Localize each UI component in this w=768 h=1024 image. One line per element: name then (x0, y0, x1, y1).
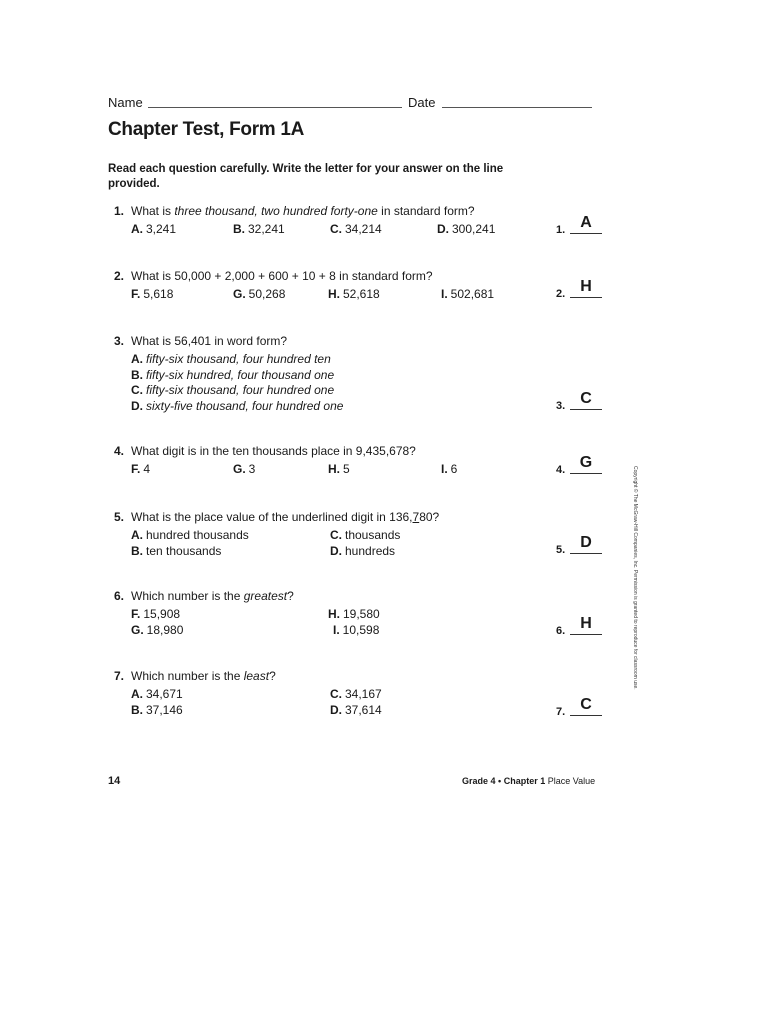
answer-line-7[interactable]: 7. C (556, 694, 616, 718)
name-label: Name (108, 95, 143, 110)
question-number: 5. (114, 510, 125, 524)
choice-f: F. 4 (131, 462, 151, 476)
answer-letter: C (580, 390, 592, 407)
question-number: 2. (114, 269, 125, 283)
choice-d: D. hundreds (330, 544, 396, 558)
choice-h: H. 52,618 (328, 287, 380, 301)
question-number: 7. (114, 669, 125, 683)
question-1 (114, 204, 614, 238)
name-line (148, 107, 402, 108)
choice-f: F. 5,618 (131, 287, 174, 301)
answer-line-2[interactable]: 2. H (556, 276, 616, 300)
choice-a: A. 34,671 (131, 687, 183, 701)
question-4 (114, 444, 614, 478)
choices-row (114, 687, 614, 703)
choice-b: B. fifty-six hundred, four thousand one (131, 367, 335, 382)
choice-g: G. 3 (233, 462, 256, 476)
question-3 (114, 334, 614, 414)
question-7 (114, 669, 614, 719)
answer-line-1[interactable]: 1. A (556, 212, 616, 236)
choice-h: H. 19,580 (328, 607, 380, 621)
question-text: 1. What is three thousand, two hundred forty-one in standard form? (114, 204, 475, 218)
page-number: 14 (108, 775, 121, 787)
choices-row (114, 462, 614, 478)
answer-line-5[interactable]: 5. D (556, 532, 616, 556)
page-title: Chapter Test, Form 1A (108, 119, 305, 140)
choice-d: D. 37,614 (330, 703, 382, 717)
choice-c: C. fifty-six thousand, four hundred one (131, 383, 335, 397)
question-text: 4. What digit is in the ten thousands place in 9,435,678? (114, 444, 416, 458)
choice-list (114, 352, 614, 414)
question-6 (114, 589, 614, 639)
question-text: 5. What is the place value of the underlined digit in 136,780? (114, 510, 440, 524)
choice-f: F. 15,908 (131, 607, 181, 621)
question-text: 2. What is 50,000 + 2,000 + 600 + 10 + 8 in standard form? (114, 269, 433, 283)
choice-b: B. ten thousands (131, 544, 222, 558)
question-number: 4. (114, 444, 125, 458)
instructions: Read each question carefully. Write the letter for your answer on the line provided. (108, 163, 504, 190)
answer-letter: G (579, 454, 593, 471)
choice-i: I. 502,681 (441, 287, 495, 301)
choice-g: G. 18,980 (131, 623, 184, 637)
question-text: 7. Which number is the least? (114, 669, 276, 683)
footer-topic: Place Value (547, 776, 596, 786)
answer-letter: D (580, 534, 592, 551)
choice-g: G. 50,268 (233, 287, 286, 301)
choices-row (114, 544, 614, 560)
choice-h: H. 5 (328, 462, 350, 476)
footer-course-info (462, 776, 595, 786)
answer-line-4[interactable]: 4. G (556, 452, 616, 476)
answer-line-3[interactable]: 3. C (556, 388, 616, 412)
copyright-notice: Copyright © The McGraw-Hill Companies, Inc. Permission is granted to reproduce for classroom use. (632, 466, 638, 690)
date-label: Date (408, 95, 436, 110)
question-text: 3. What is 56,401 in word form? (114, 334, 288, 348)
choice-a: A. hundred thousands (131, 528, 249, 542)
question-emphasis: three thousand, two hundred forty-one (174, 204, 378, 218)
choices-row (114, 703, 614, 719)
choice-b: B. 37,146 (131, 703, 183, 717)
question-emphasis: least (243, 669, 270, 683)
choices-row (114, 222, 614, 238)
choices-row (114, 623, 614, 639)
footer-grade: Grade 4 (462, 776, 496, 786)
question-text: 6. Which number is the greatest? (114, 589, 294, 603)
choice-a: A. 3,241 (131, 222, 177, 236)
question-number: 1. (114, 204, 125, 218)
answer-line-6[interactable]: 6. H (556, 613, 616, 637)
choice-i: I. 6 (441, 462, 458, 476)
choices-row (114, 528, 614, 544)
choice-a: A. fifty-six thousand, four hundred ten (131, 352, 331, 366)
question-2 (114, 269, 614, 303)
answer-letter: H (580, 615, 592, 632)
question-5 (114, 510, 614, 560)
question-number: 3. (114, 334, 125, 348)
date-line (442, 107, 592, 108)
choice-c: C. thousands (330, 528, 401, 542)
name-date-header (108, 95, 592, 113)
question-number: 6. (114, 589, 125, 603)
footer-chapter: Chapter 1 (503, 776, 546, 786)
choice-c: C. 34,167 (330, 687, 382, 701)
answer-letter: H (580, 278, 592, 295)
choice-d: D. 300,241 (437, 222, 496, 236)
choice-b: B. 32,241 (233, 222, 285, 236)
choices-row (114, 287, 614, 303)
answer-letter: A (580, 214, 592, 231)
choice-d: D. sixty-five thousand, four hundred one (131, 398, 344, 413)
footer-separator: • (498, 776, 502, 786)
choices-row (114, 607, 614, 623)
answer-letter: C (580, 696, 592, 713)
choice-i: I. 10,598 (333, 623, 380, 637)
underlined-digit: 7 (412, 510, 420, 524)
question-emphasis: greatest (243, 589, 288, 603)
choice-c: C. 34,214 (330, 222, 382, 236)
